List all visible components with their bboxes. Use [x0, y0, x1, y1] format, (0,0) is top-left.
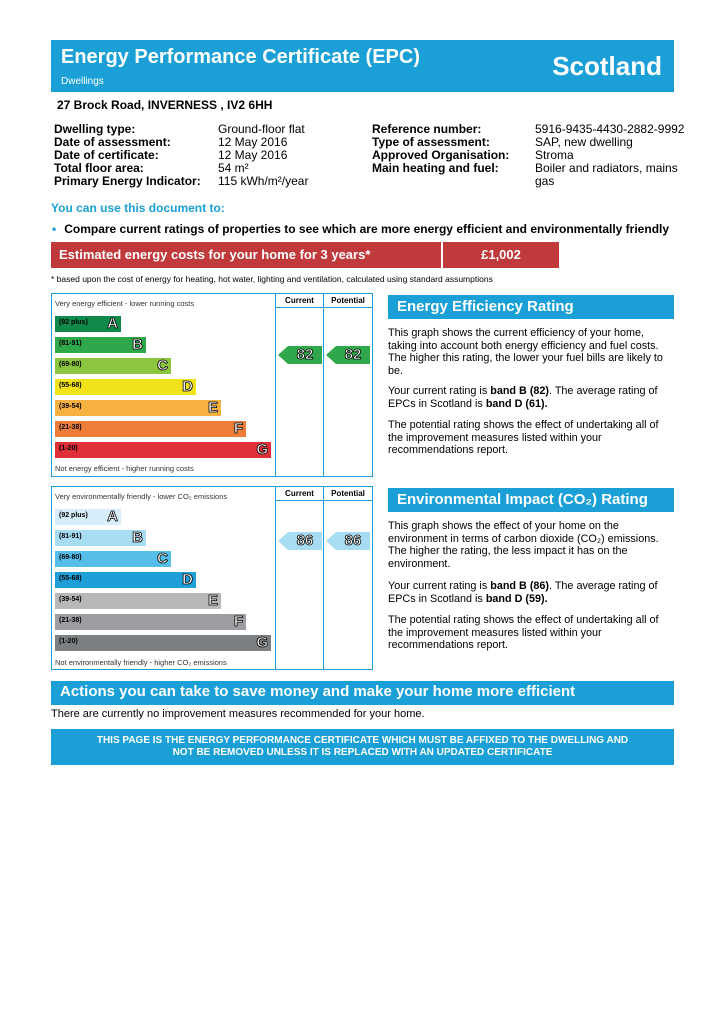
band-range: (39-54)	[59, 403, 82, 410]
band-range: (21-38)	[59, 617, 82, 624]
detail-value: SAP, new dwelling	[535, 135, 633, 149]
details-left	[54, 123, 364, 188]
current-rating-value: 86	[296, 532, 314, 549]
rating-band-b	[55, 337, 146, 353]
band-range: (1-20)	[59, 638, 78, 645]
band-range: (55-68)	[59, 575, 82, 582]
current-rating-value: 82	[296, 346, 314, 363]
eir-paragraph-1: This graph shows the effect of your home on the environment in terms of carbon dioxide (CO₂) emissions. The higher the rating, the less impact it has on the environment.	[388, 520, 659, 570]
detail-label: Reference number:	[372, 122, 482, 136]
band-letter: C	[157, 357, 168, 374]
cost-value: £1,002	[441, 242, 559, 268]
band-letter: A	[107, 508, 118, 525]
detail-value: 115 kWh/m²/year	[218, 174, 309, 188]
detail-label: Dwelling type:	[54, 122, 136, 136]
eer-paragraph-1: This graph shows the current efficiency of your home, taking into account both energy efficiency and fuel costs. The higher this rating, the lower your fuel bills are likely to be.	[388, 327, 663, 377]
band-range: (69-80)	[59, 554, 82, 561]
detail-label: Total floor area:	[54, 161, 144, 175]
rating-band-d	[55, 379, 196, 395]
band-letter: A	[107, 315, 118, 332]
detail-value: 12 May 2016	[218, 135, 288, 149]
chart-bottom-caption: Not energy efficient - higher running costs	[55, 464, 194, 473]
band-range: (21-38)	[59, 424, 82, 431]
property-address: 27 Brock Road, INVERNESS , IV2 6HH	[57, 98, 273, 112]
eer-paragraph-3: The potential rating shows the effect of undertaking all of the improvement measures listed within your recommendations report.	[388, 419, 659, 456]
band-letter: E	[207, 592, 218, 609]
band-letter: G	[256, 634, 268, 651]
rating-band-g	[55, 635, 271, 651]
band-range: (81-91)	[59, 340, 82, 347]
band-letter: F	[233, 420, 243, 437]
eer-heading: Energy Efficiency Rating	[397, 298, 574, 315]
rating-band-d	[55, 572, 196, 588]
band-range: (39-54)	[59, 596, 82, 603]
epc-header	[51, 40, 674, 92]
potential-rating-value: 86	[344, 532, 362, 549]
eir-heading: Environmental Impact (CO₂) Rating	[397, 491, 648, 508]
energy-efficiency-chart	[51, 293, 373, 477]
rating-band-c	[55, 551, 171, 567]
rating-band-f	[55, 614, 246, 630]
detail-value: Boiler and radiators, mains gas	[535, 161, 678, 188]
eer-text: . The average rating of EPCs in Scotland is	[388, 385, 658, 410]
rating-band-a	[55, 509, 121, 525]
rating-band-g	[55, 442, 271, 458]
detail-row	[372, 162, 692, 188]
potential-rating-arrow	[326, 346, 370, 364]
compare-text: Compare current ratings of properties to see which are more energy efficient and environmentally friendly	[64, 222, 670, 236]
column-divider	[323, 294, 324, 476]
environmental-impact-chart	[51, 486, 373, 670]
detail-value: 12 May 2016	[218, 148, 288, 162]
cost-bar	[51, 242, 559, 268]
rating-band-e	[55, 593, 221, 609]
eer-text: Your current rating is	[388, 385, 491, 397]
detail-label: Approved Organisation:	[372, 148, 510, 162]
bullet-icon: •	[52, 222, 57, 236]
detail-value: 5916-9435-4430-2882-9992	[535, 122, 685, 136]
use-document-heading: You can use this document to:	[51, 201, 225, 215]
eir-current-band: band B (86)	[490, 580, 550, 592]
band-range: (81-91)	[59, 533, 82, 540]
detail-label: Primary Energy Indicator:	[54, 174, 201, 188]
no-measures-text: There are currently no improvement measures recommended for your home.	[51, 708, 425, 720]
band-letter: G	[256, 441, 268, 458]
potential-column-header: Potential	[331, 489, 365, 498]
actions-heading: Actions you can take to save money and make your home more efficient	[60, 683, 576, 700]
chart-top-caption: Very environmentally friendly - lower CO₂ emissions	[55, 492, 228, 501]
eer-current-band: band B (82)	[490, 385, 550, 397]
band-letter: E	[207, 399, 218, 416]
chart-bottom-caption: Not environmentally friendly - higher CO₂ emissions	[55, 658, 227, 667]
details-right	[372, 123, 692, 188]
detail-label: Type of assessment:	[372, 135, 490, 149]
affix-notice	[51, 729, 674, 765]
current-column-header: Current	[285, 489, 314, 498]
column-divider	[275, 294, 276, 476]
eir-paragraph-2	[388, 580, 674, 605]
band-letter: F	[233, 613, 243, 630]
rating-band-b	[55, 530, 146, 546]
eir-heading-bar	[388, 488, 674, 512]
band-letter: D	[182, 571, 193, 588]
column-divider	[275, 487, 276, 669]
compare-bullet	[52, 222, 669, 236]
detail-label: Main heating and fuel:	[372, 161, 499, 175]
eir-average-band: band D (59).	[485, 592, 548, 605]
header-divider	[275, 307, 372, 308]
eir-text: Your current rating is	[388, 580, 491, 592]
detail-label: Date of certificate:	[54, 148, 159, 162]
rating-band-a	[55, 316, 121, 332]
cost-footnote: * based upon the cost of energy for heating, hot water, lighting and ventilation, calculated using standard assumptions	[51, 274, 493, 284]
band-range: (69-80)	[59, 361, 82, 368]
detail-label: Date of assessment:	[54, 135, 171, 149]
rating-band-f	[55, 421, 246, 437]
region-label: Scotland	[552, 51, 662, 81]
actions-heading-bar	[51, 681, 674, 705]
eer-paragraph-2	[388, 385, 674, 410]
eer-average-band: band D (61).	[485, 397, 548, 410]
band-range: (92 plus)	[59, 319, 88, 326]
band-letter: C	[157, 550, 168, 567]
current-rating-arrow	[278, 346, 322, 364]
detail-value: Stroma	[535, 148, 574, 162]
cost-label: Estimated energy costs for your home for 3 years*	[59, 247, 371, 262]
eir-paragraph-3: The potential rating shows the effect of undertaking all of the improvement measures listed within your recommendations report.	[388, 614, 659, 651]
current-rating-arrow	[278, 532, 322, 550]
rating-band-e	[55, 400, 221, 416]
band-range: (92 plus)	[59, 512, 88, 519]
certificate-subtitle: Dwellings	[61, 76, 104, 87]
certificate-title: Energy Performance Certificate (EPC)	[61, 46, 421, 68]
potential-rating-arrow	[326, 532, 370, 550]
detail-value: 54 m²	[218, 161, 249, 175]
band-range: (1-20)	[59, 445, 78, 452]
band-letter: B	[132, 336, 143, 353]
eer-heading-bar	[388, 295, 674, 319]
chart-top-caption: Very energy efficient - lower running costs	[55, 299, 195, 308]
header-divider	[275, 500, 372, 501]
detail-value: Ground-floor flat	[218, 122, 305, 136]
band-range: (55-68)	[59, 382, 82, 389]
potential-column-header: Potential	[331, 296, 365, 305]
band-letter: B	[132, 529, 143, 546]
eir-text: . The average rating of EPCs in Scotland is	[388, 580, 658, 605]
notice-text: THIS PAGE IS THE ENERGY PERFORMANCE CERTIFICATE WHICH MUST BE AFFIXED TO THE DWELLING AND NOT BE REMOVED UNLESS IT IS REPLACED WITH AN UPDATED CERTIFICATE	[96, 735, 629, 758]
column-divider	[323, 487, 324, 669]
potential-rating-value: 82	[344, 346, 362, 363]
current-column-header: Current	[285, 296, 314, 305]
rating-band-c	[55, 358, 171, 374]
detail-row	[54, 175, 364, 188]
band-letter: D	[182, 378, 193, 395]
